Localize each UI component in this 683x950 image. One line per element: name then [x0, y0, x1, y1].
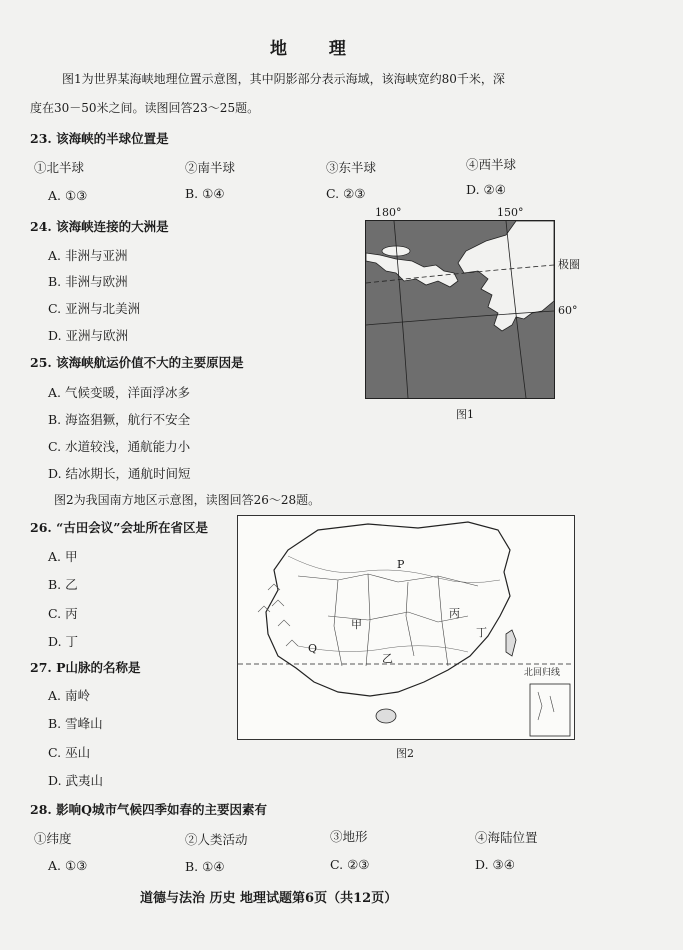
q25-option-a[interactable]: A. 气候变暖，洋面浮冰多	[48, 385, 190, 400]
q27-option-d[interactable]: D. 武夷山	[48, 773, 104, 788]
q23-statement-2: ②南半球	[185, 160, 236, 175]
fig2-hainan	[376, 709, 396, 723]
q27-option-b[interactable]: B. 雪峰山	[48, 716, 103, 731]
figure-2-map	[237, 515, 575, 740]
fig2-caption: 图2	[396, 747, 414, 760]
q23-statement-4: ④西半球	[466, 157, 517, 172]
fig2-label-ding: 丁	[476, 626, 487, 639]
q24-option-d[interactable]: D. 亚洲与欧洲	[48, 328, 129, 343]
q23-stem: 23. 该海峡的半球位置是	[30, 131, 169, 146]
fig2-label-jia: 甲	[351, 618, 362, 631]
intro-figure-2: 图2为我国南方地区示意图，读图回答26～28题。	[54, 493, 321, 507]
q27-stem: 27. P山脉的名称是	[30, 660, 141, 675]
fig1-land-asia	[366, 253, 458, 287]
q23-statement-1: ①北半球	[34, 160, 85, 175]
q24-option-c[interactable]: C. 亚洲与北美洲	[48, 301, 141, 316]
intro-line-1: 图1为世界某海峡地理位置示意图，其中阴影部分表示海域，该海峡宽约80千米，深	[62, 72, 505, 86]
q28-statement-2: ②人类活动	[185, 832, 248, 847]
q23-option-a[interactable]: A. ①③	[48, 188, 88, 203]
q23-option-c[interactable]: C. ②③	[326, 186, 366, 201]
fig2-taiwan	[506, 630, 516, 656]
q28-stem: 28. 影响Q城市气候四季如春的主要因素有	[30, 802, 267, 817]
q23-statement-3: ③东半球	[326, 160, 377, 175]
q27-option-a[interactable]: A. 南岭	[48, 688, 90, 703]
fig2-label-q: Q	[308, 642, 318, 655]
page-title: 地 理	[270, 39, 364, 59]
q25-stem: 25. 该海峡航运价值不大的主要原因是	[30, 355, 244, 370]
q23-option-b[interactable]: B. ①④	[185, 186, 225, 201]
fig2-tropic-label: 北回归线	[524, 668, 561, 678]
q24-stem: 24. 该海峡连接的大洲是	[30, 219, 169, 234]
q28-statement-3: ③地形	[330, 829, 368, 844]
q26-stem: 26. “古田会议”会址所在省区是	[30, 520, 208, 535]
figure-1-map	[365, 220, 555, 399]
q23-option-d[interactable]: D. ②④	[466, 182, 506, 197]
fig1-lon-180: 180°	[375, 206, 402, 219]
fig2-map-svg	[238, 516, 574, 739]
q25-option-d[interactable]: D. 结冰期长，通航时间短	[48, 466, 191, 481]
fig2-label-bing: 丙	[449, 607, 460, 620]
q28-statement-1: ①纬度	[34, 831, 72, 846]
q26-option-b[interactable]: B. 乙	[48, 577, 78, 592]
q27-option-c[interactable]: C. 巫山	[48, 745, 91, 760]
fig1-lon-150: 150°	[497, 206, 524, 219]
page-footer: 道德与法治 历史 地理试题第6页（共12页）	[140, 891, 398, 906]
fig1-lat-60-label: 60°	[558, 304, 578, 317]
fig2-inset	[530, 684, 570, 736]
q28-option-c[interactable]: C. ②③	[330, 857, 370, 872]
fig1-map-svg	[366, 221, 554, 398]
q28-statement-4: ④海陆位置	[475, 830, 538, 845]
q24-option-a[interactable]: A. 非洲与亚洲	[48, 248, 128, 263]
q26-option-c[interactable]: C. 丙	[48, 606, 78, 621]
q25-option-c[interactable]: C. 水道较浅，通航能力小	[48, 439, 191, 454]
q24-option-b[interactable]: B. 非洲与欧洲	[48, 274, 128, 289]
q28-option-b[interactable]: B. ①④	[185, 859, 225, 874]
q28-option-a[interactable]: A. ①③	[48, 858, 88, 873]
q26-option-d[interactable]: D. 丁	[48, 634, 79, 649]
q26-option-a[interactable]: A. 甲	[48, 549, 78, 564]
fig1-caption: 图1	[456, 408, 474, 421]
fig2-region-outline	[266, 522, 510, 696]
fig1-polar-circle-label: 极圈	[558, 258, 580, 271]
fig2-label-yi: 乙	[382, 652, 393, 665]
q28-option-d[interactable]: D. ③④	[475, 857, 515, 872]
q25-option-b[interactable]: B. 海盗猖獗，航行不安全	[48, 412, 191, 427]
intro-line-2: 度在30－50米之间。读图回答23～25题。	[30, 101, 260, 115]
fig2-label-p: P	[397, 558, 405, 571]
